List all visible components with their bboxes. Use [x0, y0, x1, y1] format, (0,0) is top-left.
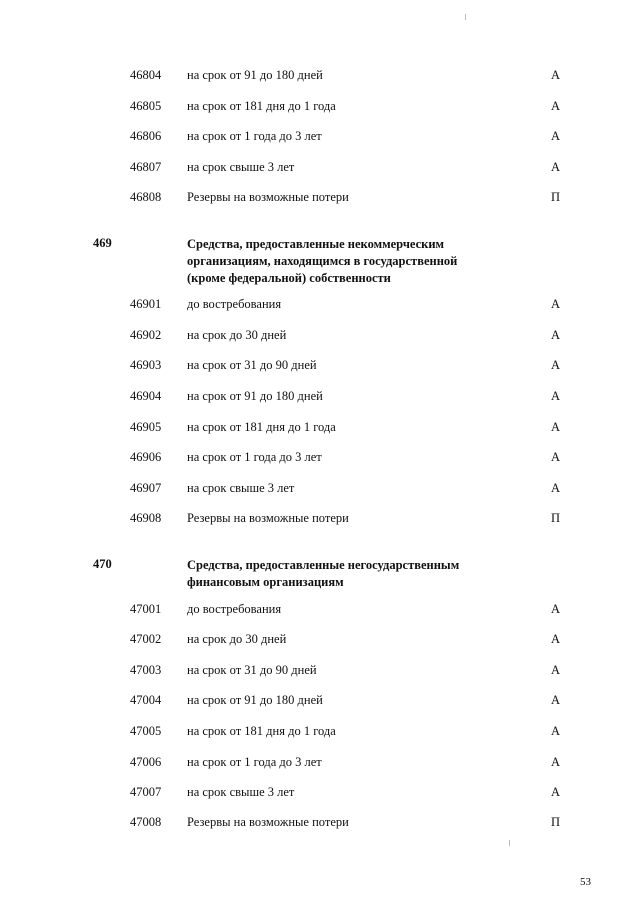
table-row — [0, 632, 640, 652]
account-code: 47003 — [130, 663, 162, 677]
account-description: на срок от 91 до 180 дней — [187, 389, 323, 403]
section-code: 470 — [93, 557, 112, 571]
account-description: на срок от 31 до 90 дней — [187, 358, 317, 372]
account-code: 47005 — [130, 724, 162, 738]
account-description: на срок свыше 3 лет — [187, 785, 295, 799]
section-code: 469 — [93, 236, 112, 250]
account-type: А — [551, 68, 561, 82]
table-row — [0, 481, 640, 501]
account-type: А — [551, 724, 561, 738]
account-type: А — [551, 420, 561, 434]
table-row — [0, 602, 640, 622]
account-type: А — [551, 663, 561, 677]
account-code: 46907 — [130, 481, 162, 495]
scan-speck — [509, 840, 510, 846]
account-type: П — [551, 511, 561, 525]
account-description: на срок до 30 дней — [187, 632, 287, 646]
table-row — [0, 663, 640, 683]
account-description: на срок от 181 дня до 1 года — [187, 99, 336, 113]
account-type: А — [551, 693, 561, 707]
section-title-line: Средства, предоставленные негосударственным — [187, 558, 460, 572]
account-code: 46902 — [130, 328, 162, 342]
table-row — [0, 450, 640, 470]
table-row — [0, 511, 640, 531]
account-type: А — [551, 297, 561, 311]
section-title — [187, 236, 487, 287]
account-code: 46804 — [130, 68, 162, 82]
table-row — [0, 358, 640, 378]
account-code: 46808 — [130, 190, 162, 204]
account-code: 47006 — [130, 755, 162, 769]
account-description: Резервы на возможные потери — [187, 511, 349, 525]
account-type: А — [551, 450, 561, 464]
table-row — [0, 68, 640, 88]
account-type: А — [551, 358, 561, 372]
account-code: 47007 — [130, 785, 162, 799]
account-type: А — [551, 632, 561, 646]
table-row — [0, 389, 640, 409]
account-description: на срок от 91 до 180 дней — [187, 68, 323, 82]
page-number: 53 — [580, 876, 591, 888]
account-description: до востребования — [187, 602, 282, 616]
account-code: 47004 — [130, 693, 162, 707]
account-code: 46805 — [130, 99, 162, 113]
account-code: 47002 — [130, 632, 162, 646]
table-row — [0, 755, 640, 775]
account-type: А — [551, 602, 561, 616]
table-row — [0, 160, 640, 180]
table-row — [0, 724, 640, 744]
account-code: 46901 — [130, 297, 162, 311]
account-description: на срок от 31 до 90 дней — [187, 663, 317, 677]
account-description: Резервы на возможные потери — [187, 190, 349, 204]
account-description: на срок до 30 дней — [187, 328, 287, 342]
section-title-line: организациям, находящимся в государственной — [187, 254, 458, 268]
section-title-line: (кроме федеральной) собственности — [187, 271, 391, 285]
section-title — [187, 557, 487, 591]
account-description: на срок от 181 дня до 1 года — [187, 724, 336, 738]
table-row — [0, 693, 640, 713]
account-type: П — [551, 815, 561, 829]
account-description: до востребования — [187, 297, 282, 311]
account-description: на срок от 1 года до 3 лет — [187, 450, 322, 464]
account-description: на срок свыше 3 лет — [187, 160, 295, 174]
account-code: 46806 — [130, 129, 162, 143]
section-title-line: Средства, предоставленные некоммерческим — [187, 237, 445, 251]
table-row — [0, 785, 640, 805]
account-description: на срок от 1 года до 3 лет — [187, 129, 322, 143]
account-description: на срок от 1 года до 3 лет — [187, 755, 322, 769]
account-type: А — [551, 389, 561, 403]
section-title-line: финансовым организациям — [187, 575, 344, 589]
account-code: 46906 — [130, 450, 162, 464]
account-type: А — [551, 160, 561, 174]
table-row — [0, 190, 640, 210]
account-code: 47008 — [130, 815, 162, 829]
table-row — [0, 99, 640, 119]
account-description: на срок свыше 3 лет — [187, 481, 295, 495]
account-type: А — [551, 328, 561, 342]
account-code: 46904 — [130, 389, 162, 403]
account-type: А — [551, 129, 561, 143]
account-type: А — [551, 785, 561, 799]
table-row — [0, 129, 640, 149]
account-code: 46905 — [130, 420, 162, 434]
account-code: 46903 — [130, 358, 162, 372]
account-type: А — [551, 755, 561, 769]
scan-speck — [465, 14, 466, 20]
table-row — [0, 297, 640, 317]
account-code: 46908 — [130, 511, 162, 525]
table-row — [0, 420, 640, 440]
account-description: на срок от 181 дня до 1 года — [187, 420, 336, 434]
table-row — [0, 328, 640, 348]
account-description: Резервы на возможные потери — [187, 815, 349, 829]
account-description: на срок от 91 до 180 дней — [187, 693, 323, 707]
table-row — [0, 815, 640, 835]
account-type: П — [551, 190, 561, 204]
account-type: А — [551, 481, 561, 495]
account-code: 46807 — [130, 160, 162, 174]
account-code: 47001 — [130, 602, 162, 616]
account-type: А — [551, 99, 561, 113]
